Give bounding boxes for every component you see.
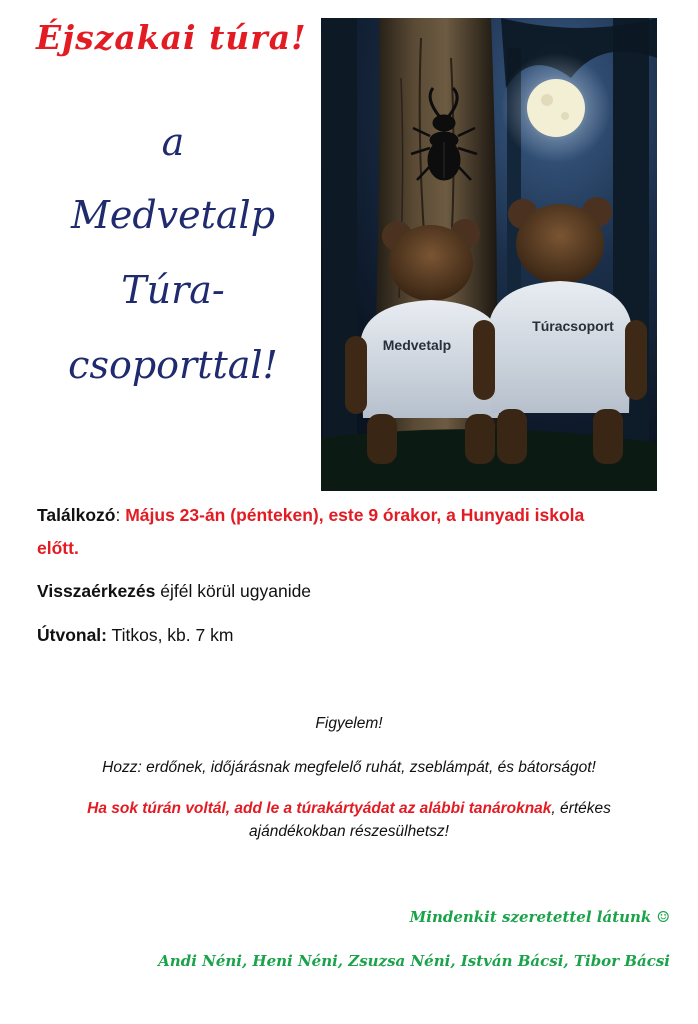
teachers-signature: Andi Néni, Heni Néni, Zsuzsa Néni, István Bácsi, Tibor Bácsi <box>158 952 670 970</box>
bg-tree <box>323 18 357 491</box>
route-value: Titkos, kb. 7 km <box>107 625 234 645</box>
meeting-separator: : <box>115 505 121 525</box>
attention-text: Figyelem! <box>315 715 383 732</box>
title-line-medvetalp: Medvetalp <box>70 193 276 237</box>
moon-icon <box>527 79 585 137</box>
shirt-label-right: Túracsoport <box>532 318 614 334</box>
return-value: éjfél körül ugyanide <box>155 581 312 601</box>
bears-forest-illustration <box>321 18 657 491</box>
card-notice-red: Ha sok túrán voltál, add le a túrakártyádat az alábbi tanároknak <box>87 800 552 817</box>
bring-text: Hozz: erdőnek, időjárásnak megfelelő ruhát, zseblámpát, és bátorságot! <box>102 759 596 776</box>
route-label: Útvonal: <box>37 625 107 645</box>
meeting-info <box>37 505 584 526</box>
card-notice <box>0 800 698 818</box>
title-line-a: a <box>161 120 185 164</box>
greeting-text: Mindenkit szeretettel látunk ☺ <box>409 908 670 926</box>
route-info <box>37 625 233 646</box>
bear-right-shirt <box>489 281 631 413</box>
meeting-label: Találkozó <box>37 505 116 525</box>
title-line-tura: Túra- <box>121 268 225 312</box>
card-notice-rest: , értékes <box>551 800 611 817</box>
meeting-value: Május 23-án (pénteken), este 9 órakor, a Hunyadi iskola <box>125 505 585 525</box>
card-notice-line2: ajándékokban részesülhetsz! <box>249 823 449 840</box>
return-info <box>37 581 311 602</box>
event-title: Éjszakai túra! <box>36 18 307 57</box>
shirt-label-left: Medvetalp <box>382 337 452 353</box>
meeting-value-continued: előtt. <box>37 538 79 558</box>
title-line-csoport: csoporttal! <box>68 343 278 387</box>
return-label: Visszaérkezés <box>37 581 156 601</box>
poster-illustration <box>321 18 657 491</box>
